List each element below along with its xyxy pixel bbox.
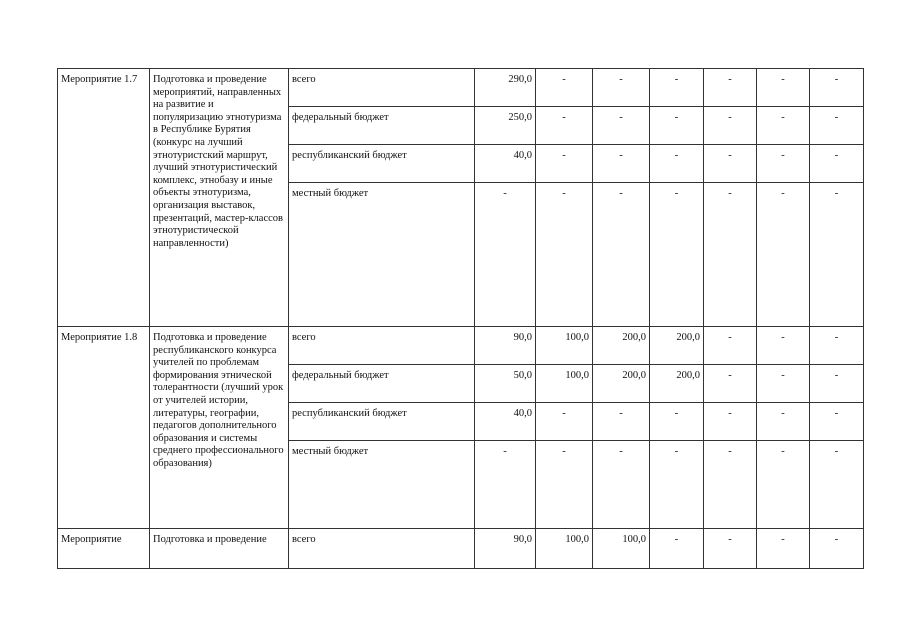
value-cell: 200,0 xyxy=(593,327,650,365)
value-cell: 90,0 xyxy=(475,327,536,365)
value-cell: - xyxy=(810,327,864,365)
table-row xyxy=(58,327,864,365)
funding-source: всего xyxy=(289,69,475,107)
value-cell: - xyxy=(650,529,704,569)
value-cell: - xyxy=(650,403,704,441)
value-cell: 40,0 xyxy=(475,403,536,441)
value-cell: - xyxy=(650,441,704,529)
funding-source: республиканский бюджет xyxy=(289,145,475,183)
value-cell: - xyxy=(704,107,757,145)
value-cell: - xyxy=(757,107,810,145)
value-cell: 100,0 xyxy=(536,327,593,365)
value-cell: - xyxy=(650,145,704,183)
funding-source: республиканский бюджет xyxy=(289,403,475,441)
event-cell: Мероприятие 1.7 xyxy=(58,69,150,327)
value-cell: - xyxy=(757,529,810,569)
value-cell: - xyxy=(593,145,650,183)
value-cell: - xyxy=(810,403,864,441)
value-cell: - xyxy=(757,441,810,529)
value-cell: 200,0 xyxy=(650,365,704,403)
table-row xyxy=(58,529,864,569)
value-cell: - xyxy=(593,107,650,145)
value-cell: - xyxy=(757,327,810,365)
value-cell: - xyxy=(704,529,757,569)
event-description: Подготовка и проведение мероприятий, направленных на развитие и популяризацию этнотуризма в Республике Бурятия (конкурс на лучший этнотуристский маршрут, лучший этнотуристический комплекс, этнобазу и иные объекты этнотуризма, организация выставок, презентаций, мастер-классов этнотуристической направленности) xyxy=(150,69,289,327)
budget-table xyxy=(57,68,864,569)
value-cell: - xyxy=(757,365,810,403)
value-cell: - xyxy=(475,441,536,529)
value-cell: - xyxy=(593,441,650,529)
value-cell: - xyxy=(704,145,757,183)
value-cell: - xyxy=(704,365,757,403)
value-cell: 200,0 xyxy=(593,365,650,403)
value-cell: - xyxy=(650,69,704,107)
value-cell: - xyxy=(536,403,593,441)
funding-source: местный бюджет xyxy=(289,441,475,529)
value-cell: 50,0 xyxy=(475,365,536,403)
value-cell: - xyxy=(536,441,593,529)
value-cell: - xyxy=(593,183,650,327)
event-cell: Мероприятие xyxy=(58,529,150,569)
value-cell: 100,0 xyxy=(593,529,650,569)
value-cell: - xyxy=(704,327,757,365)
value-cell: - xyxy=(650,183,704,327)
value-cell: - xyxy=(810,69,864,107)
value-cell: - xyxy=(536,183,593,327)
value-cell: - xyxy=(810,107,864,145)
event-description: Подготовка и проведение xyxy=(150,529,289,569)
value-cell: - xyxy=(757,403,810,441)
value-cell: - xyxy=(536,107,593,145)
funding-source: всего xyxy=(289,529,475,569)
event-description: Подготовка и проведение республиканского конкурса учителей по проблемам формирования этнической толерантности (лучший урок от учителей истории, литературы, географии, педагогов дополнительного образования и системы среднего профессионального образования) xyxy=(150,327,289,529)
funding-source: всего xyxy=(289,327,475,365)
value-cell: - xyxy=(810,529,864,569)
value-cell: - xyxy=(593,403,650,441)
value-cell: - xyxy=(757,69,810,107)
value-cell: - xyxy=(810,365,864,403)
value-cell: - xyxy=(704,183,757,327)
value-cell: - xyxy=(704,403,757,441)
value-cell: - xyxy=(757,183,810,327)
value-cell: - xyxy=(536,145,593,183)
value-cell: 100,0 xyxy=(536,529,593,569)
event-cell: Мероприятие 1.8 xyxy=(58,327,150,529)
value-cell: 100,0 xyxy=(536,365,593,403)
value-cell: - xyxy=(810,441,864,529)
value-cell: 200,0 xyxy=(650,327,704,365)
value-cell: 90,0 xyxy=(475,529,536,569)
table-row xyxy=(58,69,864,107)
value-cell: - xyxy=(757,145,810,183)
value-cell: - xyxy=(650,107,704,145)
value-cell: - xyxy=(593,69,650,107)
value-cell: 250,0 xyxy=(475,107,536,145)
value-cell: 40,0 xyxy=(475,145,536,183)
value-cell: - xyxy=(704,69,757,107)
funding-source: местный бюджет xyxy=(289,183,475,327)
value-cell: - xyxy=(536,69,593,107)
value-cell: 290,0 xyxy=(475,69,536,107)
funding-source: федеральный бюджет xyxy=(289,365,475,403)
funding-source: федеральный бюджет xyxy=(289,107,475,145)
value-cell: - xyxy=(810,145,864,183)
value-cell: - xyxy=(704,441,757,529)
value-cell: - xyxy=(475,183,536,327)
value-cell: - xyxy=(810,183,864,327)
